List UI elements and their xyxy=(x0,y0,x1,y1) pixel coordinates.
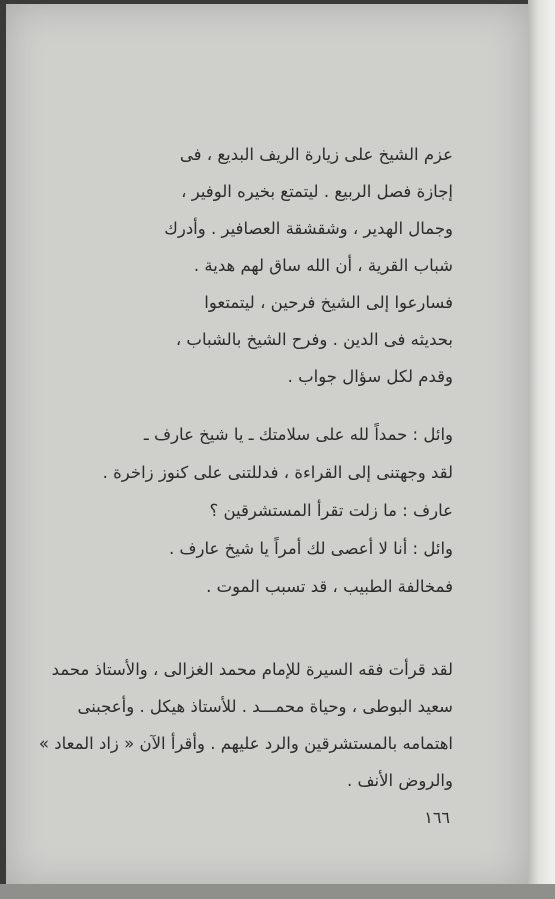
dialogue-block xyxy=(102,416,453,606)
paragraph-reading xyxy=(38,651,453,799)
text-line: وقدم لكل سؤال جواب . xyxy=(287,367,453,386)
text-line: فسارعوا إلى الشيخ فرحين ، ليتمتعوا xyxy=(204,293,453,312)
text-line: شباب القرية ، أن الله ساق لهم هدية . xyxy=(193,256,453,275)
text-line: سعيد البوطى ، وحياة محمـــد . للأستاذ هيكل . وأعجبنى xyxy=(77,697,453,716)
scan-border xyxy=(0,884,555,899)
text-line: عزم الشيخ على زيارة الريف البديع ، فى xyxy=(179,145,453,164)
paragraph-intro xyxy=(113,136,453,395)
dialogue-line: فمخالفة الطبيب ، قد تسبب الموت . xyxy=(206,577,453,596)
dialogue-line: وائل : حمداً لله على سلامتك ـ يا شيخ عارف ـ xyxy=(143,425,453,444)
text-line: والروض الأنف . xyxy=(346,771,453,790)
page-number: ١٦٦ xyxy=(424,808,450,827)
dialogue-line: وائل : أنا لا أعصى لك أمراً يا شيخ عارف . xyxy=(168,539,453,558)
text-line: اهتمامه بالمستشرقين والرد عليهم . وأقرأ الآن « زاد المعاد » xyxy=(38,734,453,753)
page-edge xyxy=(528,0,555,899)
text-line: وجمال الهدير ، وشقشقة العصافير . وأدرك xyxy=(164,219,453,238)
book-page xyxy=(6,4,528,888)
text-line: لقد قرأت فقه السيرة للإمام محمد الغزالى ، والأستاذ محمد xyxy=(51,660,453,679)
dialogue-line: عارف : ما زلت تقرأ المستشرقين ؟ xyxy=(209,501,453,520)
text-line: بحديثه فى الدين . وفرح الشيخ بالشباب ، xyxy=(175,330,453,349)
dialogue-line: لقد وجهتنى إلى القراءة ، فدللتنى على كنوز زاخرة . xyxy=(102,463,453,482)
text-line: إجازة فصل الربيع . ليتمتع بخيره الوفير ، xyxy=(181,182,453,201)
